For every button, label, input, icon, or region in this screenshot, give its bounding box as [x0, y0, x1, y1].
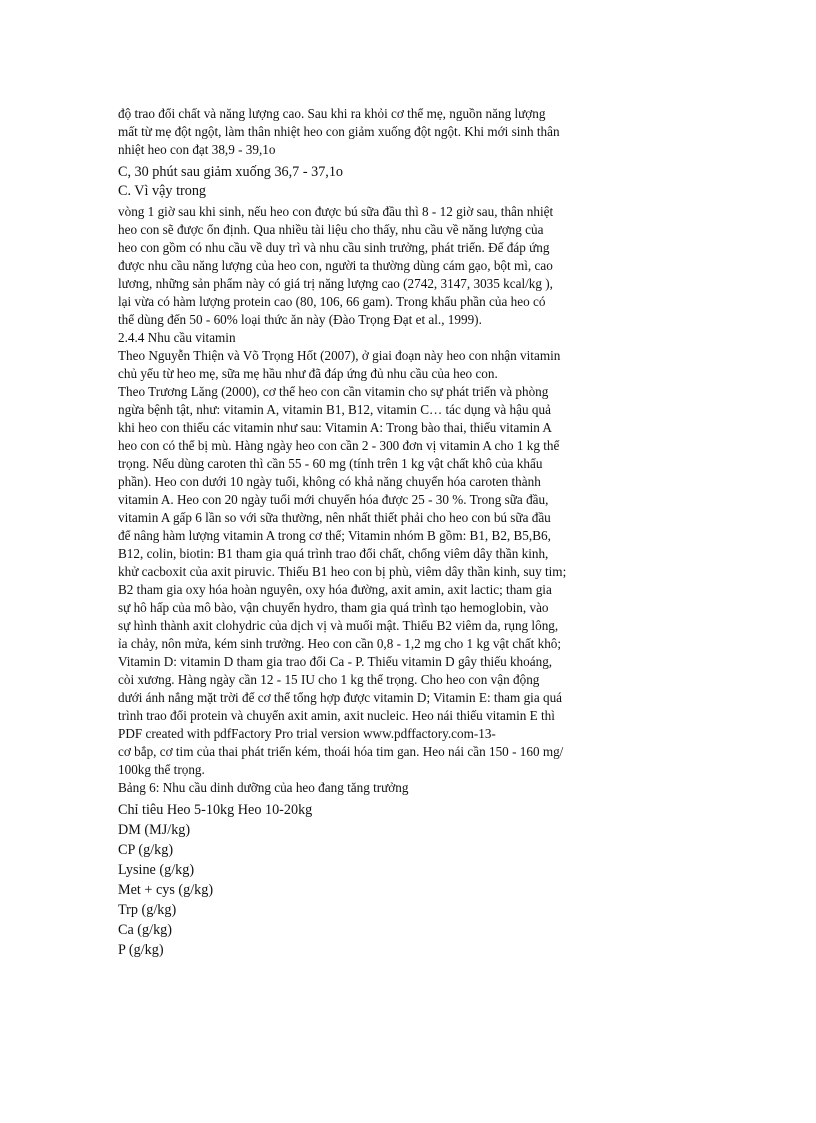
text-line: ỉa chảy, nôn mửa, kém sinh trưởng. Heo con cần 0,8 - 1,2 mg cho 1 kg vật chất khô;: [118, 636, 562, 651]
text-line: nhiệt heo con đạt 38,9 - 39,1o: [118, 142, 276, 157]
text-line: heo con gồm có nhu cầu về duy trì và nhu cầu sinh trưởng, phát triển. Để đáp ứng: [118, 240, 550, 255]
text-line: dưới ánh nắng mặt trời để cơ thể tổng hợp được vitamin D; Vitamin E: tham gia quá: [118, 690, 563, 705]
table-row: P (g/kg): [118, 942, 164, 958]
table-caption: Bảng 6: Nhu cầu dinh dưỡng của heo đang tăng trưởng: [118, 780, 409, 795]
table-row: Lysine (g/kg): [118, 862, 195, 878]
text-line: thể dùng đến 50 - 60% loại thức ăn này (Đào Trọng Đạt et al., 1999).: [118, 312, 482, 327]
table-row: Ca (g/kg): [118, 922, 172, 938]
text-line: được nhu cầu năng lượng của heo con, người ta thường dùng cám gạo, bột mì, cao: [118, 258, 553, 273]
table-row: CP (g/kg): [118, 842, 174, 858]
text-line: trọng. Nếu dùng caroten thì cần 55 - 60 mg (tính trên 1 kg vật chất khô của khẩu: [118, 456, 543, 471]
text-line: khi heo con thiếu các vitamin như sau: Vitamin A: Trong bào thai, thiếu vitamin A: [118, 420, 552, 435]
text-line: heo con có thể bị mù. Hàng ngày heo con cần 2 - 300 đơn vị vitamin A cho 1 kg thể: [118, 438, 560, 453]
text-line: B12, colin, biotin: B1 tham gia quá trình trao đổi chất, chống viêm dây thần kinh,: [118, 546, 549, 561]
text-line: 100kg thể trọng.: [118, 762, 205, 777]
text-line: C. Vì vậy trong: [118, 183, 207, 199]
text-line: sự hô hấp của mô bào, vận chuyển hydro, tham gia quá trình tạo hemoglobin, vào: [118, 600, 549, 615]
text-line: vitamin A. Heo con 20 ngày tuổi mới chuyển hóa được 25 - 30 %. Trong sữa đầu,: [118, 492, 549, 507]
text-line: còi xương. Hàng ngày cần 12 - 15 IU cho 1 kg thể trọng. Cho heo con vận động: [118, 672, 540, 687]
text-line: B2 tham gia oxy hóa hoàn nguyên, oxy hóa đường, axit amin, axit lactic; tham gia: [118, 582, 552, 597]
text-line: mất từ mẹ đột ngột, làm thân nhiệt heo con giảm xuống đột ngột. Khi mới sinh thân: [118, 124, 560, 139]
text-line: lại vừa có hàm lượng protein cao (80, 106, 66 gam). Trong khẩu phần của heo có: [118, 294, 546, 309]
text-line: sự hình thành axit clohydric của dịch vị và muối mật. Thiếu B2 viêm da, rụng lông,: [118, 618, 559, 633]
text-line: độ trao đổi chất và năng lượng cao. Sau khi ra khỏi cơ thể mẹ, nguồn năng lượng: [118, 106, 546, 121]
text-line: ngừa bệnh tật, như: vitamin A, vitamin B1, B12, vitamin C… tác dụng và hậu quả: [118, 402, 551, 417]
text-line: Theo Trương Lăng (2000), cơ thể heo con cần vitamin cho sự phát triển và phòng: [118, 384, 549, 399]
text-line: Theo Nguyễn Thiện và Võ Trọng Hốt (2007), ở giai đoạn này heo con nhận vitamin: [118, 348, 561, 363]
text-line: chủ yếu từ heo mẹ, sữa mẹ hầu như đã đáp ứng đủ nhu cầu của heo con.: [118, 366, 498, 381]
text-line: heo con sẽ được ổn định. Qua nhiều tài liệu cho thấy, nhu cầu về năng lượng của: [118, 222, 544, 237]
text-line: vòng 1 giờ sau khi sinh, nếu heo con được bú sữa đầu thì 8 - 12 giờ sau, thân nhiệt: [118, 204, 554, 219]
section-heading: 2.4.4 Nhu cầu vitamin: [118, 330, 236, 345]
text-line: C, 30 phút sau giảm xuống 36,7 - 37,1o: [118, 164, 344, 180]
text-line: phần). Heo con dưới 10 ngày tuổi, không có khả năng chuyển hóa caroten thành: [118, 474, 541, 489]
table-row: Met + cys (g/kg): [118, 882, 214, 898]
text-line: khử cacboxit của axit piruvic. Thiếu B1 heo con bị phù, viêm dây thần kinh, suy tim;: [118, 564, 567, 579]
pdf-footer: PDF created with pdfFactory Pro trial version www.pdffactory.com-13-: [118, 726, 496, 741]
text-line: để nâng hàm lượng vitamin A trong cơ thể; Vitamin nhóm B gồm: B1, B2, B5,B6,: [118, 528, 551, 543]
text-line: Vitamin D: vitamin D tham gia trao đổi Ca - P. Thiếu vitamin D gây thiếu khoáng,: [118, 654, 553, 669]
text-line: lương, những sản phẩm này có giá trị năng lượng cao (2742, 3147, 3035 kcal/kg ),: [118, 276, 553, 291]
table-header-row: Chỉ tiêu Heo 5-10kg Heo 10-20kg: [118, 802, 313, 818]
table-row: DM (MJ/kg): [118, 822, 191, 838]
table-row: Trp (g/kg): [118, 902, 177, 918]
text-line: cơ bắp, cơ tim của thai phát triển kém, thoái hóa tim gan. Heo nái cần 150 - 160 mg/: [118, 744, 564, 759]
text-line: trình trao đổi protein và chuyển axit amin, axit nucleic. Heo nái thiếu vitamin E thì: [118, 708, 555, 723]
text-line: vitamin A gấp 6 lần so với sữa thường, nên nhất thiết phải cho heo con bú sữa đầu: [118, 510, 551, 525]
